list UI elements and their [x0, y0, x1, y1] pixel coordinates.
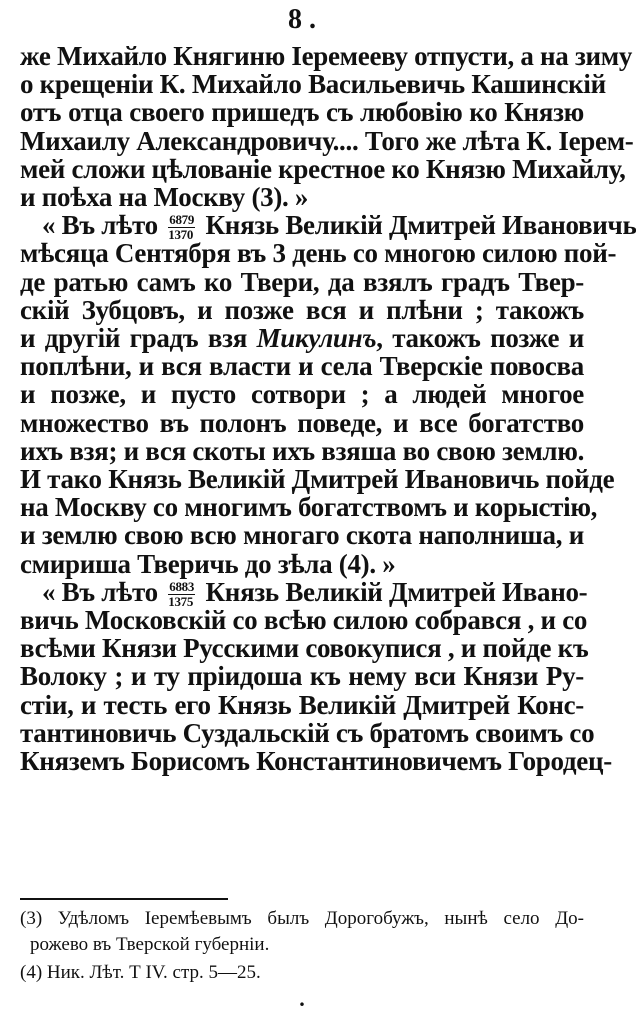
text-line: на Москву со многимъ богатствомъ и корыстію,	[20, 492, 598, 523]
year-numerator: 6879	[169, 212, 195, 228]
text-line: И тако Князь Великій Дмитрей Ивановичь пойде	[20, 464, 615, 494]
paragraph-start-6883	[42, 576, 588, 610]
footnote-divider	[20, 898, 228, 900]
text-line: стіи, и тесть его Князь Великій Дмитрей Конс-	[20, 689, 584, 720]
footnote-line: (4) Ник. Лѣт. Т IV. стр. 5—25.	[20, 962, 261, 983]
footnote-line: (3) Удѣломъ Іеремѣевымъ былъ Дорогобужъ, нынѣ село До-	[20, 908, 584, 929]
para-start-rest: Князь Великій Дмитрей Ивановичь	[205, 210, 636, 241]
text-line: мѣсяца Сентября въ 3 день со многою силою пой-	[20, 238, 617, 269]
text-line: о крещеніи К. Михайло Васильевичь Кашинскій	[20, 69, 606, 100]
text-line: всѣми Князи Русскими совокупися , и пойде къ	[20, 633, 589, 664]
text-line: и землю свою всю многаго скота наполниша, и	[20, 520, 584, 551]
text-line: Михаилу Александровичу.... Того же лѣта К. Іерем-	[20, 125, 634, 156]
page-number: 8 .	[288, 4, 316, 35]
text-line: смириша Тверичь до зѣла (4). »	[20, 548, 396, 579]
text-line: и поѣха на Москву (3). »	[20, 182, 309, 212]
text-line	[20, 324, 584, 352]
text-line: тантиновичь Суздальскій съ братомъ своимъ со	[20, 717, 595, 748]
para-start-text: « Въ лѣто	[42, 210, 158, 241]
text-line: множество въ полонъ поведе, и все богатство	[20, 407, 584, 438]
text-line: Волоку ; и ту пріидоша къ нему вси Князи Ру-	[20, 661, 584, 692]
text-segment: , такожъ позже и	[376, 323, 584, 353]
text-line: же Михайло Княгиню Іеремееву отпусти, а на зиму	[20, 41, 633, 71]
text-line: вичь Московскій со всѣю силою собрався , и со	[20, 605, 588, 635]
text-line: отъ отца своего пришедъ съ любовію ко Князю	[20, 97, 584, 128]
year-denominator: 1370	[168, 227, 194, 243]
text-line: де ратью самъ ко Твери, да взялъ градъ Твер-	[20, 266, 584, 297]
text-line: ихъ взя; и вся скоты ихъ взяша во свою землю.	[20, 435, 585, 466]
text-line: мей сложи цѣлованіе крестное ко Князю Михайлу,	[20, 153, 626, 184]
signature-mark: .	[299, 986, 305, 1011]
paragraph-start-6879	[42, 210, 636, 243]
year-numerator: 6883	[169, 579, 195, 595]
text-line: Княземъ Борисомъ Константиновичемъ Городец-	[20, 746, 612, 776]
text-line: скій Зубцовъ, и позже вся и плѣни ; такожъ	[20, 294, 584, 325]
para-start-rest: Князь Великій Дмитрей Ивано-	[205, 576, 588, 607]
text-line: поплѣни, и вся власти и села Тверскіе повосва	[20, 351, 584, 382]
para-start-text: « Въ лѣто	[42, 576, 158, 607]
footnote-line: рожево въ Тверской губерніи.	[30, 934, 270, 955]
text-segment: и другій градъ взя	[20, 323, 248, 353]
year-denominator: 1375	[168, 594, 194, 610]
text-line: и позже, и пусто сотвори ; а людей многое	[20, 379, 584, 410]
italic-place-name: Микулинъ	[256, 323, 377, 353]
